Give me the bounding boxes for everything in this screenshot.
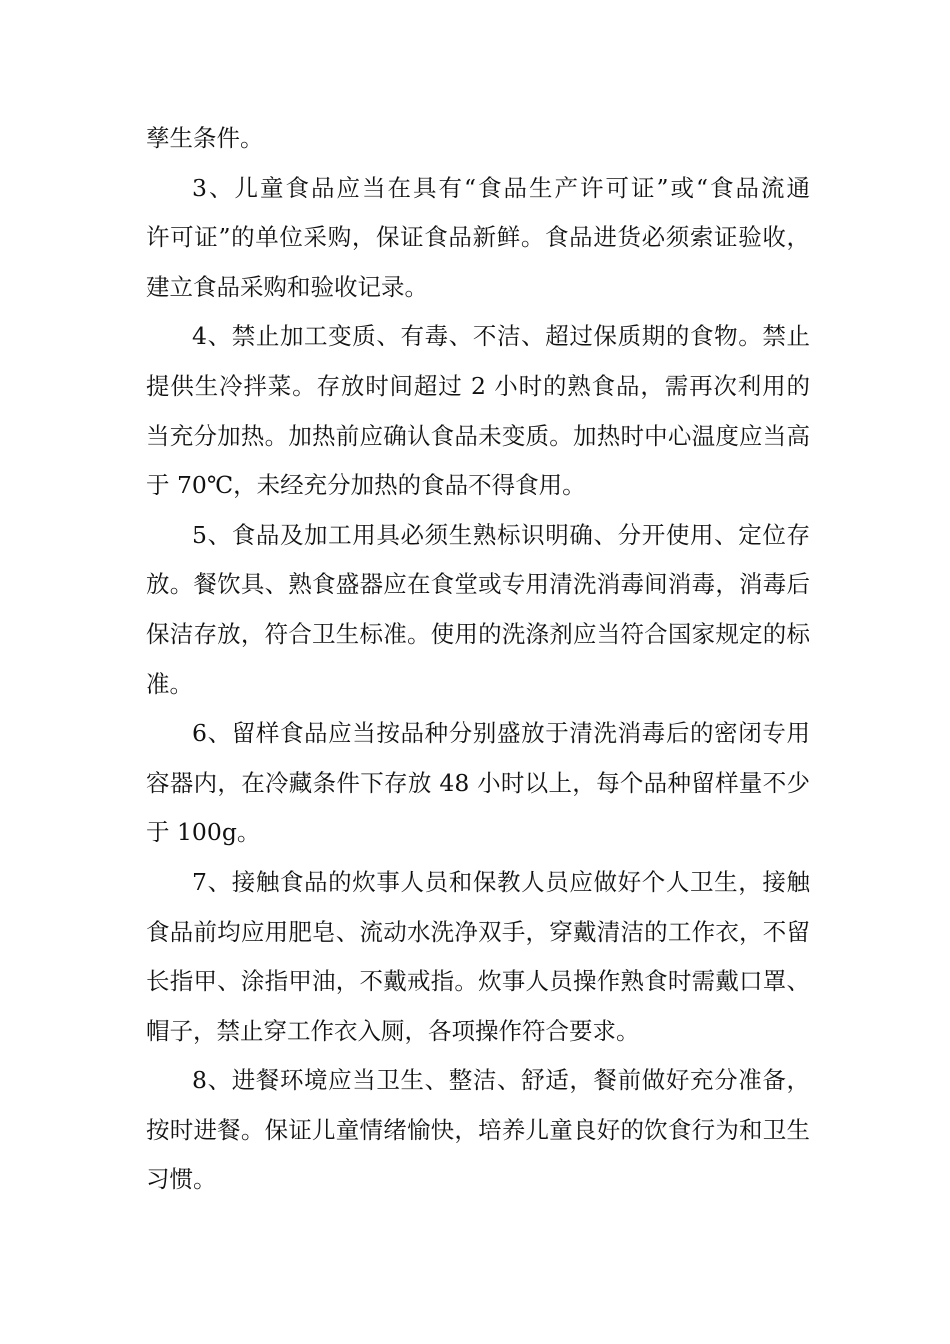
text-line: 长指甲、涂指甲油，不戴戒指。炊事人员操作熟食时需戴口罩、 [146,967,810,996]
text-line: 帽子，禁止穿工作衣入厕，各项操作符合要求。 [146,1016,640,1045]
text-line: 建立食品采购和验收记录。 [146,272,428,301]
text-line: 当充分加热。加热前应确认食品未变质。加热时中心温度应当高 [146,421,810,450]
document-body [146,114,810,1205]
text-line: 4、禁止加工变质、有毒、不洁、超过保质期的食物。禁止 [192,322,810,351]
text-line: 7、接触食品的炊事人员和保教人员应做好个人卫生，接触 [192,867,810,896]
text-line: 保洁存放，符合卫生标准。使用的洗涤剂应当符合国家规定的标 [146,619,810,648]
text-line: 孳生条件。 [146,124,264,152]
text-line: 5、食品及加工用具必须生熟标识明确、分开使用、定位存 [192,520,810,549]
text-line: 习惯。 [146,1165,217,1194]
text-line: 准。 [146,669,193,698]
text-line: 按时进餐。保证儿童情绪愉快，培养儿童良好的饮食行为和卫生 [146,1115,810,1144]
text-line: 3、儿童食品应当在具有“食品生产许可证”或“食品流通 [192,173,810,202]
text-line: 于 100g。 [146,818,261,847]
text-line: 容器内，在冷藏条件下存放 48 小时以上，每个品种留样量不少 [146,768,810,797]
text-line: 于 70℃，未经充分加热的食品不得食用。 [146,471,586,500]
text-line: 许可证”的单位采购，保证食品新鲜。食品进货必须索证验收， [146,223,810,252]
text-line: 6、留样食品应当按品种分别盛放于清洗消毒后的密闭专用 [192,719,810,748]
text-line: 8、进餐环境应当卫生、整洁、舒适，餐前做好充分准备， [192,1066,810,1095]
text-line: 食品前均应用肥皂、流动水洗净双手，穿戴清洁的工作衣，不留 [146,917,810,946]
text-line: 放。餐饮具、熟食盛器应在食堂或专用清洗消毒间消毒，消毒后 [146,570,810,599]
text-line: 提供生冷拌菜。存放时间超过 2 小时的熟食品，需再次利用的 [146,371,810,400]
